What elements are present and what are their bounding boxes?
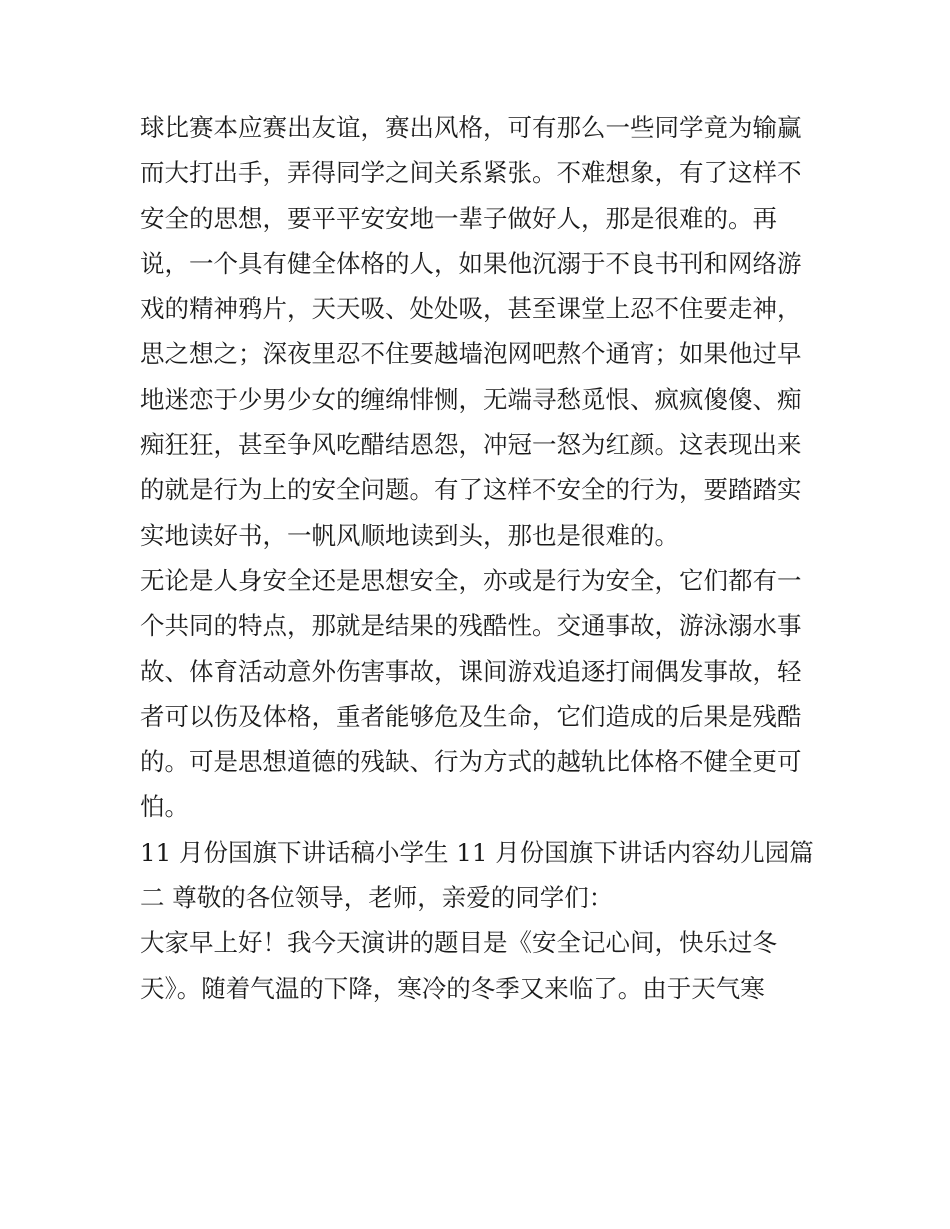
text-line: 地迷恋于少男少女的缠绵悱恻，无端寻愁觅恨、疯疯傻傻、痴	[140, 384, 802, 414]
section-heading-line: 11 月份国旗下讲话稿小学生 11 月份国旗下讲话内容幼儿园篇	[140, 837, 814, 867]
text-line: 怕。	[140, 792, 189, 822]
text-line: 而大打出手，弄得同学之间关系紧张。不难想象，有了这样不	[140, 158, 802, 188]
text-line: 个共同的特点，那就是结果的残酷性。交通事故，游泳溺水事	[140, 611, 802, 641]
text-line: 大家早上好！我今天演讲的题目是《安全记心间，快乐过冬	[140, 928, 777, 958]
text-line: 实地读好书，一帆风顺地读到头，那也是很难的。	[140, 520, 679, 550]
text-line: 说，一个具有健全体格的人，如果他沉溺于不良书刊和网络游	[140, 248, 802, 278]
body-text	[140, 105, 830, 1011]
text-line: 安全的思想，要平平安安地一辈子做好人，那是很难的。再	[140, 203, 777, 233]
text-line: 思之想之；深夜里忍不住要越墙泡网吧熬个通宵；如果他过早	[140, 339, 802, 369]
text-line: 无论是人身安全还是思想安全，亦或是行为安全，它们都有一	[140, 565, 802, 595]
text-line: 者可以伤及体格，重者能够危及生命，它们造成的后果是残酷	[140, 701, 802, 731]
text-line: 故、体育活动意外伤害事故，课间游戏追逐打闹偶发事故，轻	[140, 656, 802, 686]
text-line: 球比赛本应赛出友谊，赛出风格，可有那么一些同学竟为输赢	[140, 113, 802, 142]
text-line: 的。可是思想道德的残缺、行为方式的越轨比体格不健全更可	[140, 747, 802, 777]
section-heading-line: 二 尊敬的各位领导，老师，亲爱的同学们：	[140, 883, 614, 913]
text-line: 天》。随着气温的下降，寒冷的冬季又来临了。由于天气寒	[140, 973, 765, 1003]
text-line: 痴狂狂，甚至争风吃醋结恩怨，冲冠一怒为红颜。这表现出来	[140, 430, 802, 460]
text-line: 戏的精神鸦片，天天吸、处处吸，甚至课堂上忍不住要走神，	[140, 294, 802, 324]
text-line: 的就是行为上的安全问题。有了这样不安全的行为，要踏踏实	[140, 475, 802, 505]
